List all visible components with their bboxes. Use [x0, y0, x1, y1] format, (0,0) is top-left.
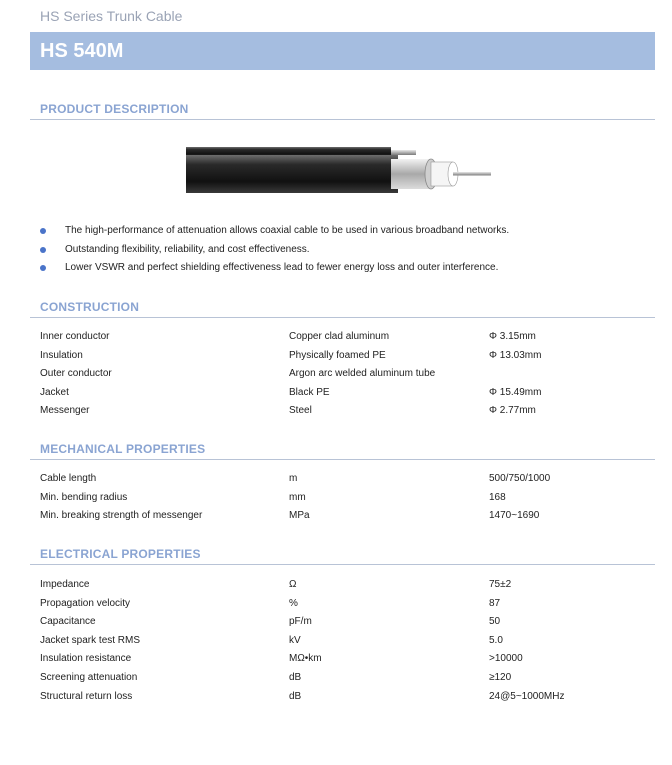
- property-value: 1470~1690: [489, 510, 540, 522]
- property-value: >10000: [489, 653, 523, 665]
- property-material: Steel: [289, 405, 312, 417]
- property-value: Φ 15.49mm: [489, 386, 542, 398]
- property-unit: dB: [289, 671, 302, 683]
- property-name: Outer conductor: [40, 368, 112, 380]
- table-row: [40, 578, 660, 597]
- table-row: [40, 597, 660, 616]
- table-row: [40, 690, 660, 709]
- property-value: 87: [489, 597, 501, 609]
- property-name: Cable length: [40, 473, 97, 484]
- construction-table: [40, 330, 660, 423]
- description-bullets: [40, 224, 509, 280]
- bullet-text: The high-performance of attenuation allows coaxial cable to be used in various broadband networks.: [65, 225, 510, 236]
- property-unit: dB: [289, 690, 302, 702]
- property-material: Argon arc welded aluminum tube: [289, 368, 436, 380]
- bullet-icon: [40, 265, 46, 271]
- table-row: [40, 634, 660, 653]
- property-name: Propagation velocity: [40, 597, 131, 609]
- table-row: [40, 386, 660, 405]
- property-name: Min. bending radius: [40, 491, 128, 503]
- property-unit: MPa: [289, 510, 310, 522]
- property-name: Structural return loss: [40, 690, 133, 702]
- property-value: ≥120: [489, 671, 512, 683]
- list-item: [40, 224, 509, 243]
- section-divider: [30, 459, 655, 460]
- property-value: Φ 2.77mm: [489, 405, 536, 417]
- list-item: [40, 261, 509, 280]
- property-value: 50: [489, 616, 501, 628]
- property-value: Φ 13.03mm: [489, 349, 542, 361]
- property-name: Capacitance: [40, 616, 96, 628]
- property-unit: MΩ•km: [289, 653, 322, 665]
- list-item: [40, 243, 509, 262]
- table-row: [40, 330, 660, 349]
- table-row: [40, 367, 660, 386]
- bullet-text: Outstanding flexibility, reliability, and cost effectiveness.: [65, 243, 310, 255]
- property-value: Φ 3.15mm: [489, 331, 536, 342]
- property-name: Messenger: [40, 405, 90, 417]
- property-name: Insulation resistance: [40, 653, 132, 665]
- property-value: 24@5~1000MHz: [489, 690, 565, 702]
- table-row: [40, 652, 660, 671]
- property-material: Copper clad aluminum: [289, 331, 390, 342]
- section-divider: [30, 317, 655, 318]
- property-material: Black PE: [289, 386, 330, 398]
- electrical-heading: ELECTRICAL PROPERTIES: [40, 547, 201, 561]
- table-row: [40, 615, 660, 634]
- table-row: [40, 491, 660, 510]
- property-value: 5.0: [489, 634, 503, 646]
- property-unit: %: [289, 597, 298, 609]
- table-row: [40, 472, 660, 491]
- property-value: 500/750/1000: [489, 473, 551, 484]
- bullet-icon: [40, 228, 46, 234]
- property-unit: kV: [289, 634, 301, 646]
- electrical-table: [40, 578, 660, 708]
- product-description-heading: PRODUCT DESCRIPTION: [40, 102, 189, 116]
- series-title: HS Series Trunk Cable: [40, 8, 183, 24]
- property-name: Impedance: [40, 579, 90, 590]
- section-divider: [30, 564, 655, 565]
- table-row: [40, 404, 660, 423]
- mechanical-table: [40, 472, 660, 528]
- property-unit: m: [289, 473, 298, 484]
- table-row: [40, 671, 660, 690]
- property-name: Insulation: [40, 349, 83, 361]
- property-unit: Ω: [289, 579, 297, 590]
- construction-heading: CONSTRUCTION: [40, 300, 140, 314]
- property-value: 168: [489, 491, 506, 503]
- model-title: HS 540M: [40, 40, 124, 62]
- model-banner: [30, 32, 655, 70]
- bullet-text: Lower VSWR and perfect shielding effectiveness lead to fewer energy loss and outer interference.: [65, 262, 499, 273]
- mechanical-heading: MECHANICAL PROPERTIES: [40, 442, 206, 456]
- property-name: Jacket: [40, 386, 69, 398]
- table-row: [40, 509, 660, 528]
- property-name: Screening attenuation: [40, 671, 138, 683]
- table-row: [40, 349, 660, 368]
- cable-image: [186, 145, 498, 197]
- property-name: Min. breaking strength of messenger: [40, 510, 203, 522]
- property-unit: mm: [289, 491, 306, 503]
- property-unit: pF/m: [289, 616, 312, 628]
- property-name: Jacket spark test RMS: [40, 634, 141, 646]
- bullet-icon: [40, 247, 46, 253]
- property-name: Inner conductor: [40, 331, 110, 342]
- property-material: Physically foamed PE: [289, 349, 386, 361]
- property-value: 75±2: [489, 579, 512, 590]
- section-divider: [30, 119, 655, 120]
